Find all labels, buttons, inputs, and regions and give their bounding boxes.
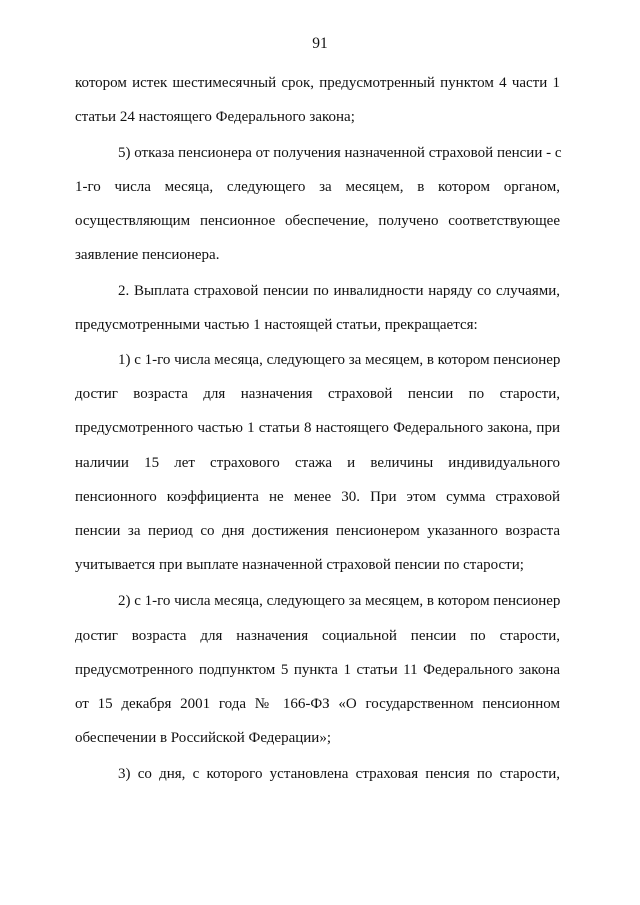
text-line: котором истек шестимесячный срок, предусмотренный пунктом 4 части 1 [75, 75, 560, 91]
text-line: осуществляющим пенсионное обеспечение, получено соответствующее [75, 213, 560, 229]
text-line: предусмотренного частью 1 статьи 8 настоящего Федерального закона, при [75, 420, 560, 436]
text-line: 1-го числа месяца, следующего за месяцем, в котором органом, [75, 179, 560, 195]
text-line: пенсии за период со дня достижения пенсионером указанного возраста [75, 523, 560, 539]
text-line: пенсионного коэффициента не менее 30. При этом сумма страховой [75, 489, 560, 505]
text-line: 3) со дня, с которого установлена страховая пенсия по старости, [118, 766, 560, 782]
text-line: заявление пенсионера. [75, 247, 220, 263]
text-line: 1) с 1-го числа месяца, следующего за месяцем, в котором пенсионер [118, 352, 561, 368]
text-line: предусмотренного подпунктом 5 пункта 1 статьи 11 Федерального закона [75, 662, 560, 678]
text-line: статьи 24 настоящего Федерального закона; [75, 109, 355, 125]
text-line: наличии 15 лет страхового стажа и величины индивидуального [75, 455, 560, 471]
text-line: учитывается при выплате назначенной страховой пенсии по старости; [75, 557, 524, 573]
text-line: достиг возраста для назначения социальной пенсии по старости, [75, 628, 560, 644]
text-line: 2. Выплата страховой пенсии по инвалидности наряду со случаями, [118, 283, 560, 299]
text-line: от 15 декабря 2001 года № 166-ФЗ «О государственном пенсионном [75, 696, 560, 712]
page-number: 91 [312, 35, 328, 52]
text-line: достиг возраста для назначения страховой пенсии по старости, [75, 386, 560, 402]
text-line: 2) с 1-го числа месяца, следующего за месяцем, в котором пенсионер [118, 593, 561, 609]
text-line: обеспечении в Российской Федерации»; [75, 730, 331, 746]
text-line: предусмотренными частью 1 настоящей статьи, прекращается: [75, 317, 478, 333]
text-line: 5) отказа пенсионера от получения назначенной страховой пенсии - с [118, 145, 562, 161]
